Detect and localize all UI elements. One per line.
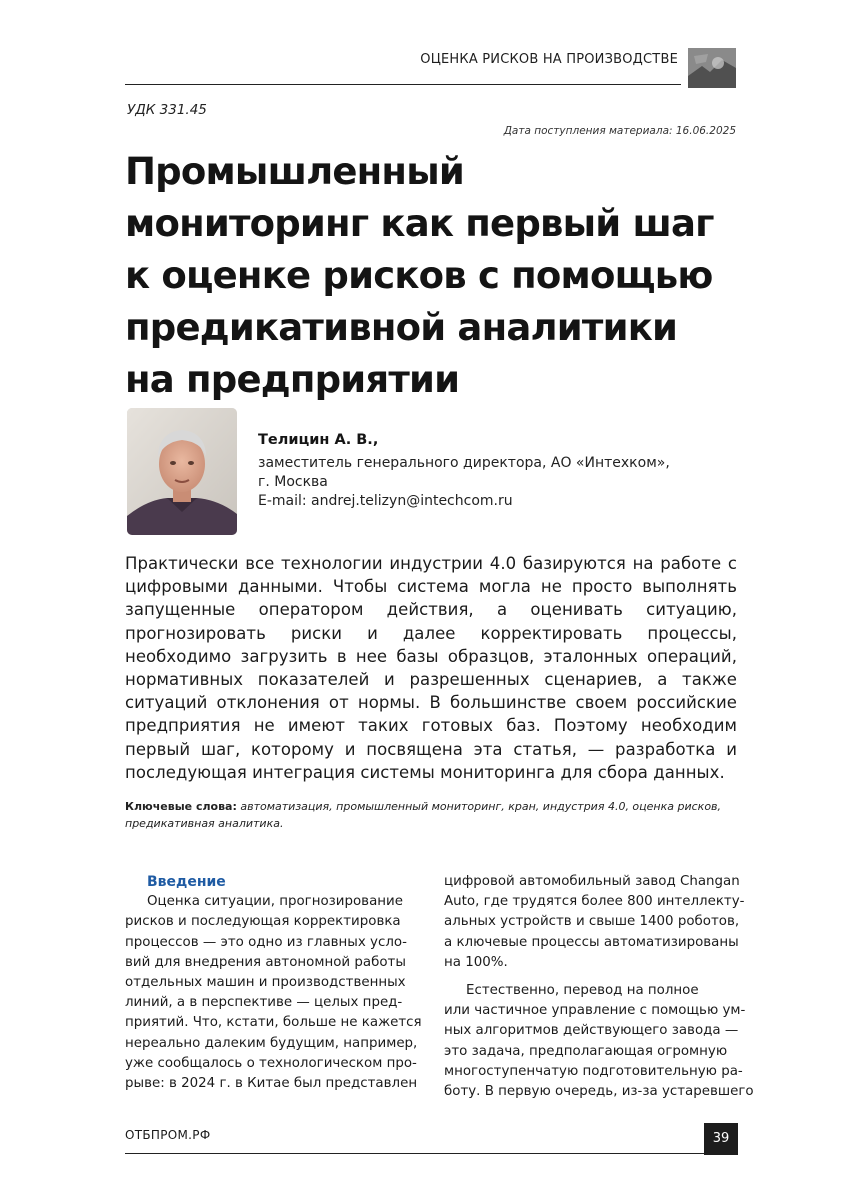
title-line: на предприятии	[125, 358, 460, 401]
header-thumbnail-image	[688, 48, 736, 88]
title-line: мониторинг как первый шаг	[125, 202, 714, 245]
title-line: к оценке рисков с помощью	[125, 254, 713, 297]
page-number: 39	[704, 1123, 738, 1155]
author-name: Телицин А. В.,	[258, 432, 379, 448]
author-city: г. Москва	[258, 474, 328, 490]
footer-site[interactable]: ОТБПРОМ.РФ	[125, 1128, 211, 1142]
body-line: Естественно, перевод на полное	[466, 982, 699, 998]
body-line: приятий. Что, кстати, больше не кажется	[125, 1015, 422, 1031]
body-line: Оценка ситуации, прогнозирование	[147, 894, 403, 910]
body-line: а ключевые процессы автоматизированы	[444, 934, 739, 950]
section-title: ОЦЕНКА РИСКОВ НА ПРОИЗВОДСТВЕ	[420, 52, 678, 67]
article-title	[125, 146, 745, 406]
keywords-text: автоматизация, промышленный мониторинг, кран, индустрия 4.0, оценка рисков, предикативная аналитика.	[125, 800, 722, 830]
body-line: линий, а в перспективе — целых пред-	[125, 995, 403, 1011]
body-line: или частичное управление с помощью ум-	[444, 1003, 746, 1019]
author-photo	[127, 408, 237, 535]
body-line: рисков и последующая корректировка	[125, 914, 401, 930]
keywords	[125, 798, 737, 832]
udk-code: УДК 331.45	[127, 102, 207, 118]
keywords-label: Ключевые слова:	[125, 800, 237, 813]
abstract: Практически все технологии индустрии 4.0 базируются на работе с цифровыми данными. Чтобы система могла не просто выполнять запущенные оператором действия, а оценивать ситуацию, прогнозировать риски и далее корректировать процессы, необходимо загрузить в нее базы образцов, эталонных операций, нормативных показателей и разрешенных сценариев, а также ситуаций отклонения от нормы. В большинстве своем российские предприятия не имеют таких готовых баз. Поэтому необходим первый шаг, которому и посвящена эта статья, — разработка и последующая интеграция системы мониторинга для сбора данных.	[125, 554, 737, 782]
body-line: вий для внедрения автономной работы	[125, 954, 406, 970]
body-line: на 100%.	[444, 954, 508, 970]
body-left-column	[125, 872, 425, 1094]
body-line: многоступенчатую подготовительную ра-	[444, 1063, 743, 1079]
body-line: Auto, где трудятся более 800 интеллекту-	[444, 894, 745, 910]
header-divider	[125, 84, 681, 85]
body-line: нереально далеким будущим, например,	[125, 1035, 418, 1051]
section-heading-introduction: Введение	[147, 874, 226, 890]
title-line: предикативной аналитики	[125, 306, 678, 349]
title-line: Промышленный	[125, 150, 464, 193]
body-line: отдельных машин и производственных	[125, 974, 406, 990]
body-line: рыве: в 2024 г. в Китае был представлен	[125, 1075, 418, 1091]
body-line: альных устройств и свыше 1400 роботов,	[444, 914, 740, 930]
author-position: заместитель генерального директора, АО «Интехком»,	[258, 455, 670, 471]
body-line: цифровой автомобильный завод Changan	[444, 874, 740, 889]
body-right-column	[444, 872, 754, 1102]
body-line: уже сообщалось о технологическом про-	[125, 1055, 417, 1071]
body-line: процессов — это одно из главных усло-	[125, 934, 407, 950]
body-line: ных алгоритмов действующего завода —	[444, 1023, 739, 1039]
body-line: боту. В первую очередь, из-за устаревшего	[444, 1083, 754, 1099]
footer-divider	[125, 1153, 705, 1154]
body-line: это задача, предполагающая огромную	[444, 1043, 728, 1059]
received-date: Дата поступления материала: 16.06.2025	[503, 125, 736, 137]
author-email[interactable]: E-mail: andrej.telizyn@intechcom.ru	[258, 493, 513, 509]
